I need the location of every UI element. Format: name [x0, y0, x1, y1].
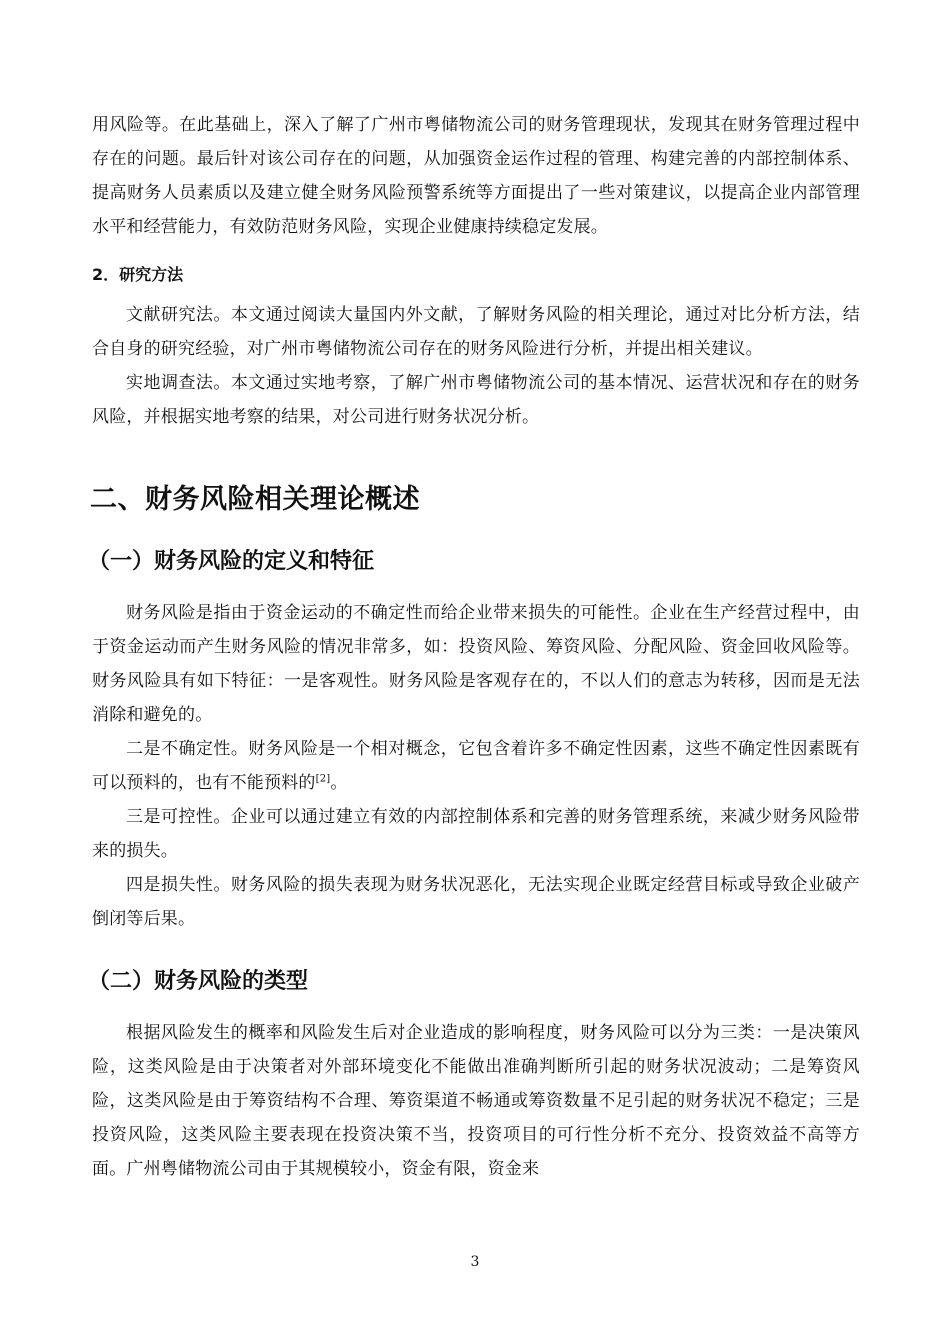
- paragraph-risk-types: 根据风险发生的概率和风险发生后对企业造成的影响程度，财务风险可以分为三类：一是决策风险，这类风险是由于决策者对外部环境变化不能做出准确判断所引起的财务状况波动；二是筹资风险，这类风险是由于筹资结构不合理、筹资渠道不畅通或筹资数量不足引起的财务状况不稳定；三是投资风险，这类风险主要表现在投资决策不当，投资项目的可行性分析不充分、投资效益不高等方面。广州粤储物流公司由于其规模较小，资金有限，资金来: [92, 1023, 860, 1179]
- paragraph-loss: 四是损失性。财务风险的损失表现为财务状况恶化，无法实现企业既定经营目标或导致企业破产倒闭等后果。: [92, 875, 860, 929]
- paragraph-field-method: 实地调查法。本文通过实地考察，了解广州市粤储物流公司的基本情况、运营状况和存在的财务风险，并根据实地考察的结果，对公司进行财务状况分析。: [92, 373, 860, 427]
- paragraph-research-summary: 用风险等。在此基础上，深入了解了广州市粤储物流公司的财务管理现状，发现其在财务管理过程中存在的问题。最后针对该公司存在的问题，从加强资金运作过程的管理、构建完善的内部控制体系、提高财务人员素质以及建立健全财务风险预警系统等方面提出了一些对策建议，以提高企业内部管理水平和经营能力，有效防范财务风险，实现企业健康持续稳定发展。: [92, 115, 860, 237]
- paragraph-literature-method: 文献研究法。本文通过阅读大量国内外文献，了解财务风险的相关理论，通过对比分析方法，结合自身的研究经验，对广州市粤储物流公司存在的财务风险进行分析，并提出相关建议。: [92, 305, 860, 359]
- citation-ref: [2]: [315, 773, 331, 785]
- page-number: 3: [470, 1254, 480, 1270]
- paragraph-uncertainty: [92, 732, 860, 800]
- page-body: [88, 108, 860, 1186]
- section-heading-types: （二）财务风险的类型: [88, 969, 309, 994]
- paragraph-controllability: 三是可控性。企业可以通过建立有效的内部控制体系和完善的财务管理系统，来减少财务风险带来的损失。: [92, 807, 860, 861]
- uncertainty-end: 。: [330, 773, 348, 793]
- chapter-heading: 二、财务风险相关理论概述: [90, 484, 420, 515]
- paragraph-definition: 财务风险是指由于资金运动的不确定性而给企业带来损失的可能性。企业在生产经营过程中，由于资金运动而产生财务风险的情况非常多，如：投资风险、筹资风险、分配风险、资金回收风险等。财务风险具有如下特征：一是客观性。财务风险是客观存在的，不以人们的意志为转移，因而是无法消除和避免的。: [92, 603, 860, 725]
- heading-research-methods: 2．研究方法: [92, 265, 184, 284]
- section-heading-definition: （一）财务风险的定义和特征: [88, 549, 375, 574]
- uncertainty-text: 二是不确定性。财务风险是一个相对概念，它包含着许多不确定性因素，这些不确定性因素既有可以预料的，也有不能预料的: [92, 739, 860, 793]
